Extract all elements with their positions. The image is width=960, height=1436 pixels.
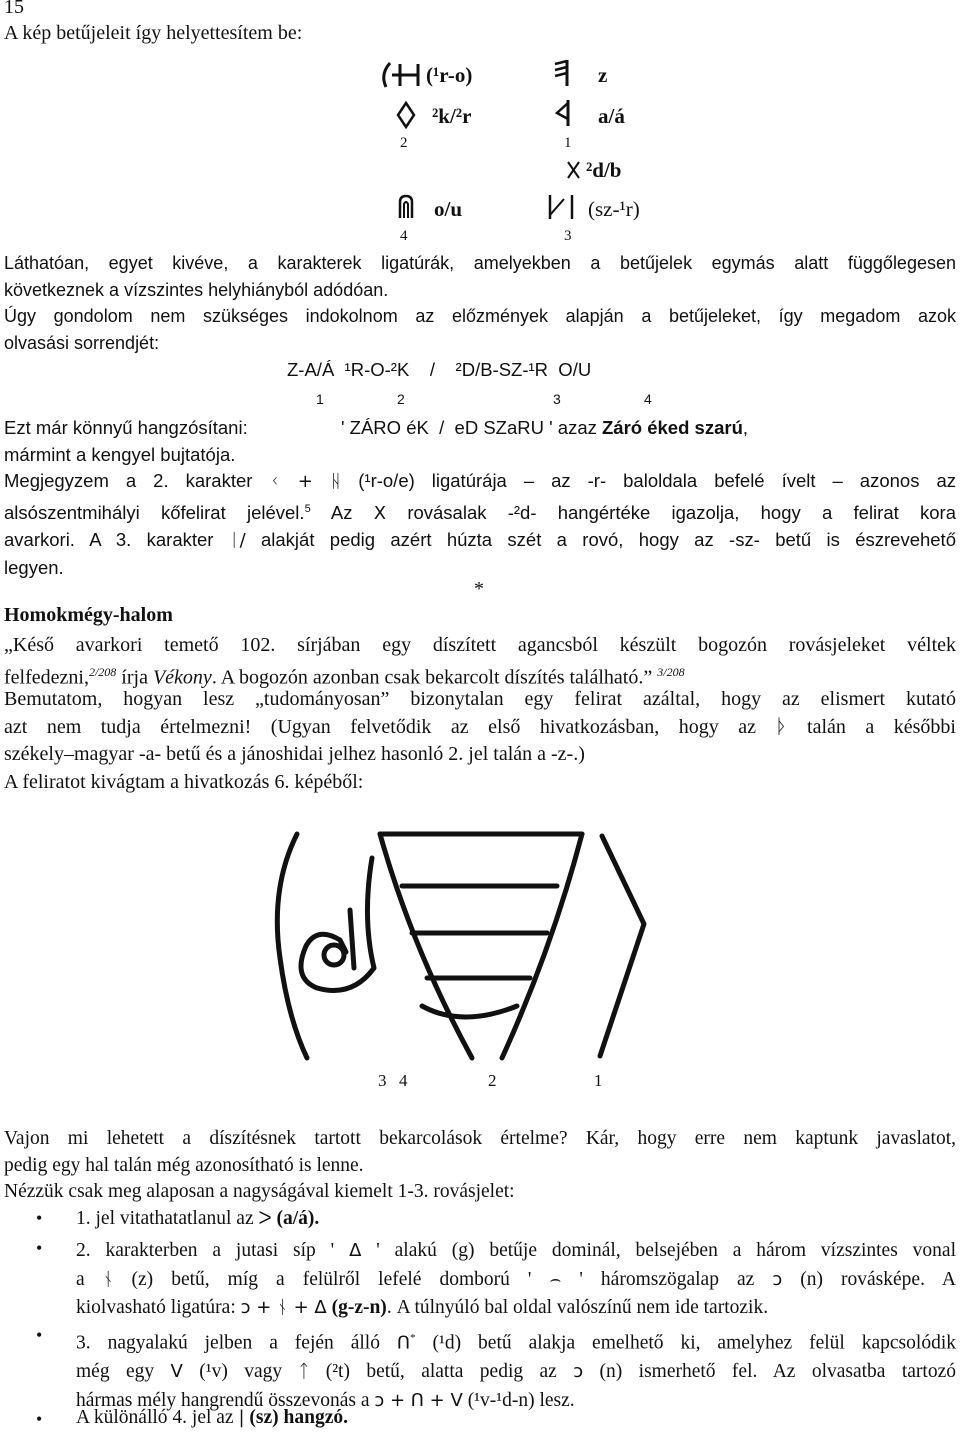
quote-l2b: írja <box>116 666 153 689</box>
section-heading: Homokmégy-halom <box>4 604 173 626</box>
legend-num-3: 3 <box>564 228 572 244</box>
author-name: Vékony <box>152 666 212 689</box>
paragraph-4 <box>4 1126 956 1206</box>
figure-num-2: 2 <box>488 1071 497 1090</box>
b2-l3a: kiolvasható ligatúra: <box>76 1297 241 1318</box>
b2-line-2 <box>76 1266 956 1295</box>
pronounce-line <box>341 417 748 439</box>
b2-l3c: . A túlnyúló bal oldal valószínű nem ide tartozik. <box>386 1297 769 1318</box>
rune-a-glyph <box>554 99 574 127</box>
quote-paragraph <box>4 632 956 692</box>
b4-rune: | <box>238 1407 245 1428</box>
pronounce-end: , <box>742 417 749 438</box>
note-line-4: legyen. <box>4 556 64 578</box>
note-paragraph <box>4 468 956 581</box>
figure-num-4: 4 <box>399 1071 408 1090</box>
b4-text-b: (sz) hangzó. <box>244 1407 348 1428</box>
p1-line-3: Úgy gondolom nem szükséges indokolnom az előzmények alapján a betűjeleket, így megadom azok <box>4 306 956 326</box>
b2-l1a: 2. karakterben a jutasi síp ' <box>76 1240 350 1261</box>
b3-l2d: (n) ismerhető fel. Az olvasatba tartozó <box>583 1361 956 1382</box>
p3-line-4: A feliratot kivágtam a hivatkozás 6. képéből: <box>4 770 364 793</box>
reading-num-2: 2 <box>397 391 405 407</box>
reading-num-1: 1 <box>316 391 324 407</box>
figure-num-3: 3 <box>378 1071 387 1090</box>
b1-rune: ᐳ <box>258 1208 272 1229</box>
p1-line-4: olvasási sorrendjét: <box>4 332 160 353</box>
p3-line-3: székely–magyar -a- betű és a jánoshidai jelhez hasonló 2. jel talán a -z-.) <box>4 743 585 765</box>
legend-a: a/á <box>598 104 625 128</box>
note-rune-1: ᚲ + ᚺ <box>269 471 342 492</box>
b3-rune-2: V <box>170 1361 183 1382</box>
quote-line-1: „Késő avarkori temető 102. sírjában egy díszített agancsból készült bogozón rovásjeleket véltek <box>4 634 956 656</box>
paragraph-3 <box>4 686 956 796</box>
b2-l2a: a <box>76 1268 103 1290</box>
b3-rune-4: ↄ <box>573 1361 584 1382</box>
b2-l3b: (g-z-n) <box>326 1297 387 1318</box>
inscription-figure <box>262 828 682 1068</box>
p1-line-1: Láthatóan, egyet kivéve, a karakterek ligatúrák, amelyekben a betűjelek egymás alatt függőlegesen <box>4 253 956 273</box>
legend-o-u: o/u <box>434 197 463 221</box>
citation-3-208: 3/208 <box>657 665 685 679</box>
b4-text-a: A különálló 4. jel az <box>76 1407 239 1428</box>
p3-line-1: Bemutatom, hogyan lesz „tudományosan” bizonytalan egy felirat azáltal, hogy az elismert kutató <box>4 688 956 710</box>
legend-num-1: 1 <box>564 135 572 151</box>
b1-text-a: 1. jel vitathatatlanul az <box>76 1208 259 1229</box>
reading-num-4: 4 <box>644 391 652 407</box>
b3-rune-1: ᑎ <box>396 1332 411 1354</box>
b2-l1b: ' alakú (g) betűje dominál, belsejében a három vízszintes vonal <box>361 1240 956 1261</box>
p1-line-2: következnek a vízszintes helyhiányból adódóan. <box>4 279 389 300</box>
reading-order: Z-A/Á ¹R-O-²K / ²D/B-SZ-¹R O/U <box>287 359 592 380</box>
note-l1b: (¹r-o/e) ligatúrája – az -r- baloldala befelé ívelt – azonos az <box>341 470 956 491</box>
note-l2c: rovásalak -²d- hangértéke igazolja, hogy a felirat kora <box>386 501 956 523</box>
legend-k-r: ²k/²r <box>432 104 472 128</box>
p3-line-2: azt nem tudja értelmezni! (Ugyan felvetődik az első hivatkozásban, hogy az ᚦ talán a későbbi <box>4 715 956 738</box>
b3-l1b: (¹d) betű alakja emelhető ki, amelyhez felül kapcsolódik <box>415 1332 956 1354</box>
legend-sz-r: (sz-¹r) <box>588 197 640 221</box>
note-rune-2: X <box>373 502 387 524</box>
rune-o-glyph <box>396 194 416 220</box>
bullet-2-text <box>76 1237 956 1323</box>
b3-line-1 <box>76 1324 956 1358</box>
page-number: 15 <box>4 0 24 18</box>
b3-l2c: (²t) betű, alatta pedig az <box>309 1361 574 1382</box>
citation-2-208: 2/208 <box>88 665 117 679</box>
bullet-4-text <box>76 1407 348 1429</box>
p4-line-1: Vajon mi lehetett a díszítésnek tartott bekarcolások értelme? Kár, hogy erre nem kaptunk javaslatot, <box>4 1128 956 1149</box>
pronounce-bold: Záró éked szarú <box>602 417 743 438</box>
bullet-2-marker: • <box>36 1238 43 1258</box>
intro-text: A kép betűjeleit így helyettesítem be: <box>4 22 303 44</box>
note-line-2 <box>4 496 956 528</box>
legend-num-4: 4 <box>400 228 408 244</box>
b3-l3a: hármas mély hangrendű összevonás a <box>76 1389 375 1411</box>
b1-text-b: (a/á). <box>271 1208 320 1229</box>
note-line-3 <box>4 527 956 555</box>
b3-rune-3: ᛏ <box>298 1361 310 1382</box>
bullet-1-marker: • <box>36 1208 43 1228</box>
note-l2a: alsószentmihályi kőfelirat jelével. <box>4 501 305 523</box>
bullet-3-marker: • <box>36 1325 43 1345</box>
note-line-1 <box>4 468 956 496</box>
b2-rune-3: ⌢ <box>549 1268 562 1290</box>
bullet-3-text <box>76 1324 956 1415</box>
b2-l2d: (n) rovásképe. A <box>782 1268 956 1290</box>
legend-r-o: (¹r-o) <box>426 63 473 87</box>
reading-num-3: 3 <box>553 391 561 407</box>
b3-l3b: (¹v-¹d-n) lesz. <box>462 1389 575 1411</box>
rune-d-glyph <box>566 160 582 180</box>
b2-line-3 <box>76 1294 956 1323</box>
b2-rune-4: ↄ <box>772 1268 783 1290</box>
b2-l2c: ' háromszögalap az <box>561 1268 773 1290</box>
footnote-ref-5: 5 <box>304 502 311 515</box>
rune-r-o-glyph <box>378 60 418 90</box>
figure-num-1: 1 <box>594 1071 603 1090</box>
note-l3a: avarkori. A 3. karakter <box>4 529 229 551</box>
note-l1a: Megjegyzem a 2. karakter <box>4 470 270 491</box>
rune-z-glyph <box>553 59 573 87</box>
b2-rune-5: ↄ + ᚾ + Δ <box>240 1297 327 1318</box>
note-l2b: Az <box>310 501 374 523</box>
b2-rune-1: Δ <box>349 1240 362 1261</box>
rune-sz-glyph <box>546 193 576 221</box>
bullet-4-marker: • <box>36 1409 43 1429</box>
b3-l2b: (¹v) vagy <box>182 1361 299 1382</box>
p4-line-3: Nézzük csak meg alaposan a nagyságával kiemelt 1-3. rovásjelet: <box>4 1181 515 1202</box>
b2-rune-2: ᚾ <box>102 1268 114 1290</box>
b3-l2a: még egy <box>76 1361 171 1382</box>
b3-line-2 <box>76 1358 956 1387</box>
b3-star: * <box>410 1332 416 1344</box>
legend-d-b: ²d/b <box>586 158 622 182</box>
b3-rune-5: ↄ + ᑎ + V <box>374 1389 463 1411</box>
bullet-1-text <box>76 1208 319 1230</box>
legend-z: z <box>598 63 608 87</box>
b2-l2b: (z) betű, míg a felülről lefelé domború ' <box>113 1268 550 1290</box>
note-l3b: alakját pedig azért húzta szét a rovó, hogy az -sz- betű is észrevehető <box>245 529 956 551</box>
legend-num-2: 2 <box>400 135 408 151</box>
paragraph-1 <box>4 250 956 356</box>
pronounce-value: ' ZÁRO éK / eD SZaRU ' azaz <box>341 417 602 438</box>
b2-line-1 <box>76 1237 956 1266</box>
note-rune-3: ᛁ/ <box>228 530 246 552</box>
pronounce-label: Ezt már könnyű hangzósítani: <box>4 417 248 438</box>
b3-l1a: 3. nagyalakú jelben a fején álló <box>76 1332 397 1354</box>
quote-l2c: . A bogozón azonban csak bekarcolt díszítés található.” <box>211 666 658 689</box>
rune-k-glyph <box>396 101 416 129</box>
p4-line-2: pedig egy hal talán még azonosítható is lenne. <box>4 1154 364 1176</box>
quote-l2a: felfedezni, <box>4 666 89 689</box>
pronounce-line-2: mármint a kengyel bujtatója. <box>4 444 236 465</box>
section-separator-star: * <box>474 578 484 600</box>
